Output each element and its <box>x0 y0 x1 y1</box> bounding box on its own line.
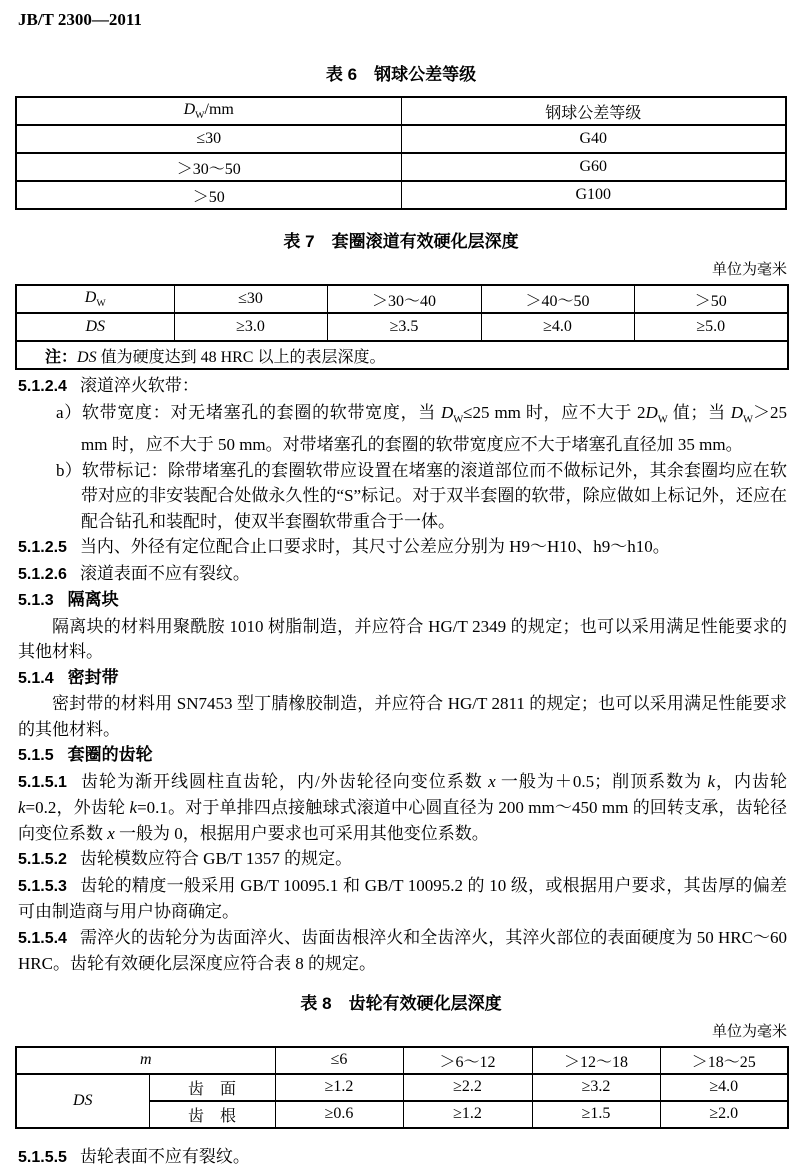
table-cell: ≥4.0 <box>660 1074 788 1101</box>
table-cell: ≥1.2 <box>403 1101 532 1128</box>
table-cell: ≥0.6 <box>275 1101 403 1128</box>
table-cell: ≥1.5 <box>532 1101 660 1128</box>
table-cell: ≤30 <box>16 125 401 153</box>
table-cell: ≥3.0 <box>174 313 327 341</box>
heading-5-1-3 <box>15 587 787 614</box>
table-cell: ≥2.0 <box>660 1101 788 1128</box>
table-cell: ≤6 <box>275 1047 403 1074</box>
clause-5-1-2-5 <box>15 534 787 561</box>
clause-number: 5.1.2.4 <box>18 378 67 395</box>
clause-body: 当内、外径有定位配合止口要求时，其尺寸公差应分别为 H9～H10、h9～h10。 <box>79 537 670 557</box>
table-cell: ≥5.0 <box>634 313 788 341</box>
table-cell: ＞18～25 <box>660 1047 788 1074</box>
table-cell: ≥2.2 <box>403 1074 532 1101</box>
clause-5-1-2-4 <box>15 373 787 400</box>
clause-body: 滚道表面不应有裂纹。 <box>79 563 250 583</box>
table-cell: G60 <box>401 153 786 181</box>
clause-5-1-5-3 <box>15 873 787 925</box>
clause-number: 5.1.5.2 <box>18 851 67 869</box>
clause-body: 滚道淬火软带： <box>79 376 199 395</box>
table6-steel-ball-tolerance <box>15 96 787 210</box>
table-cell: ≤30 <box>174 285 327 313</box>
list-item-a: a）软带宽度：对无堵塞孔的套圈的软带宽度，当 $D_W\le 25$ mm 时，应不大于 $2D_W$ 值；当 $D_W>25$ mm 时，应不大于 50 mm。对带堵塞孔的套圈的软带宽度应不大于堵塞孔直径加 35 mm。 <box>56 402 787 455</box>
table8-tooth-face-row <box>16 1074 788 1101</box>
table-cell: ＞50 <box>16 181 401 209</box>
table7-title: 表 7 套圈滚道有效硬化层深度 <box>283 232 519 251</box>
heading-label: 套圈的齿轮 <box>67 745 153 765</box>
paragraph-5-1-4: 密封带的材料用 SN7453 型丁腈橡胶制造，并应符合 HG/T 2811 的规定；也可以采用满足性能要求的其他材料。 <box>18 694 787 739</box>
clause-number: 5.1.5.5 <box>18 1148 67 1166</box>
clause-number: 5.1.4 <box>18 669 54 687</box>
table-cell: ≥3.2 <box>532 1074 660 1101</box>
table-row <box>16 181 786 209</box>
clause-5-1-5-4 <box>15 925 787 977</box>
table6-header-row <box>16 97 786 125</box>
table-cell: ＞30～40 <box>327 285 481 313</box>
table-cell: ＞30～50 <box>16 153 401 181</box>
table6-header-dw: $D_W/mm$ <box>16 97 401 125</box>
table8-header-row <box>16 1047 788 1074</box>
clause-body: 齿轮表面不应有裂纹。 <box>79 1146 250 1166</box>
clause-body: 齿轮为渐开线圆柱直齿轮，内/外齿轮径向变位系数 x 一般为＋0.5；削顶系数为 k，内齿轮 k=0.2，外齿轮 k=0.1。对于单排四点接触球式滚道中心圆直径为 200 mm～450 mm 的回转支承，齿轮径向变位系数 x 一般为 0，根据用户要求也可采用其他变位系数。 <box>18 771 788 843</box>
clause-number: 5.1.5.3 <box>18 877 67 895</box>
table8-ds-label: DS <box>16 1074 149 1128</box>
clause-number: 5.1.5.4 <box>18 929 67 947</box>
heading-label: 隔离块 <box>67 590 119 610</box>
table-cell: ＞40～50 <box>481 285 634 313</box>
table-cell: $D_W$ <box>16 285 174 313</box>
paragraph-5-1-3: 隔离块的材料用聚酰胺 1010 树脂制造，并应符合 HG/T 2349 的规定；也可以采用满足性能要求的其他材料。 <box>18 616 787 662</box>
table8-unit-label: 单位为毫米 <box>711 1023 787 1040</box>
table-cell: ≥4.0 <box>481 313 634 341</box>
table-cell: G100 <box>401 181 786 209</box>
clause-body: 齿轮模数应符合 GB/T 1357 的规定。 <box>79 849 353 869</box>
clause-body: 齿轮的精度一般采用 GB/T 10095.1 和 GB/T 10095.2 的 10 级，或根据用户要求，其齿厚的偏差可由制造商与用户协商确定。 <box>18 875 787 922</box>
table-cell: ≥1.2 <box>275 1074 403 1101</box>
table-cell: ＞6～12 <box>403 1047 532 1074</box>
list-item-b: b）软带标记：除带堵塞孔的套圈软带应设置在堵塞的滚道部位而不做标记外，其余套圈均应在软带对应的非安装配合处做永久性的“S”标记。对于双半套圈的软带，除应做如上标记外，还应在配合钻孔和装配时，使双半套圈软带重合于一体。 <box>56 460 787 531</box>
clause-number: 5.1.2.5 <box>18 539 67 557</box>
clause-5-1-5-1 <box>15 769 787 847</box>
table-row <box>16 153 786 181</box>
table-cell: 齿 面 <box>149 1074 275 1101</box>
table-row <box>16 125 786 153</box>
table-cell: G40 <box>401 125 786 153</box>
table7-raceway-hardened-depth <box>15 284 789 370</box>
table8-gear-hardened-depth <box>15 1046 789 1129</box>
table7-dw-row <box>16 285 788 313</box>
clause-number: 5.1.5.1 <box>18 773 67 791</box>
table6-header-grade: 钢球公差等级 <box>401 97 786 125</box>
clause-number: 5.1.2.6 <box>18 565 67 583</box>
table7-note-row <box>16 341 788 369</box>
table-cell: DS <box>16 313 174 341</box>
table6-title: 表 6 钢球公差等级 <box>325 65 477 84</box>
table-cell: ＞50 <box>634 285 788 313</box>
table-cell: 齿 根 <box>149 1101 275 1128</box>
standard-code-header: JB/T 2300—2011 <box>18 10 142 29</box>
clause-5-1-5-5 <box>15 1144 787 1170</box>
clause-5-1-5-2 <box>15 846 787 873</box>
clause-text-block <box>15 373 787 977</box>
table8-title: 表 8 齿轮有效硬化层深度 <box>300 993 502 1013</box>
heading-label: 密封带 <box>67 667 119 687</box>
table8-header-m: m <box>16 1047 275 1074</box>
table7-ds-row <box>16 313 788 341</box>
clause-5-1-2-6 <box>15 561 787 588</box>
clause-number: 5.1.5 <box>18 747 54 765</box>
table7-unit-label: 单位为毫米 <box>711 262 787 278</box>
table7-note: 注：DS 值为硬度达到 48 HRC 以上的表层深度。 <box>16 341 788 369</box>
clause-number: 5.1.3 <box>18 592 54 610</box>
clause-body: 需淬火的齿轮分为齿面淬火、齿面齿根淬火和全齿淬火，其淬火部位的表面硬度为 50 HRC～60 HRC。齿轮有效硬化层深度应符合表 8 的规定。 <box>18 927 787 974</box>
heading-5-1-4 <box>15 665 787 692</box>
table-cell: ≥3.5 <box>327 313 481 341</box>
heading-5-1-5 <box>15 742 787 769</box>
table-cell: ＞12～18 <box>532 1047 660 1074</box>
